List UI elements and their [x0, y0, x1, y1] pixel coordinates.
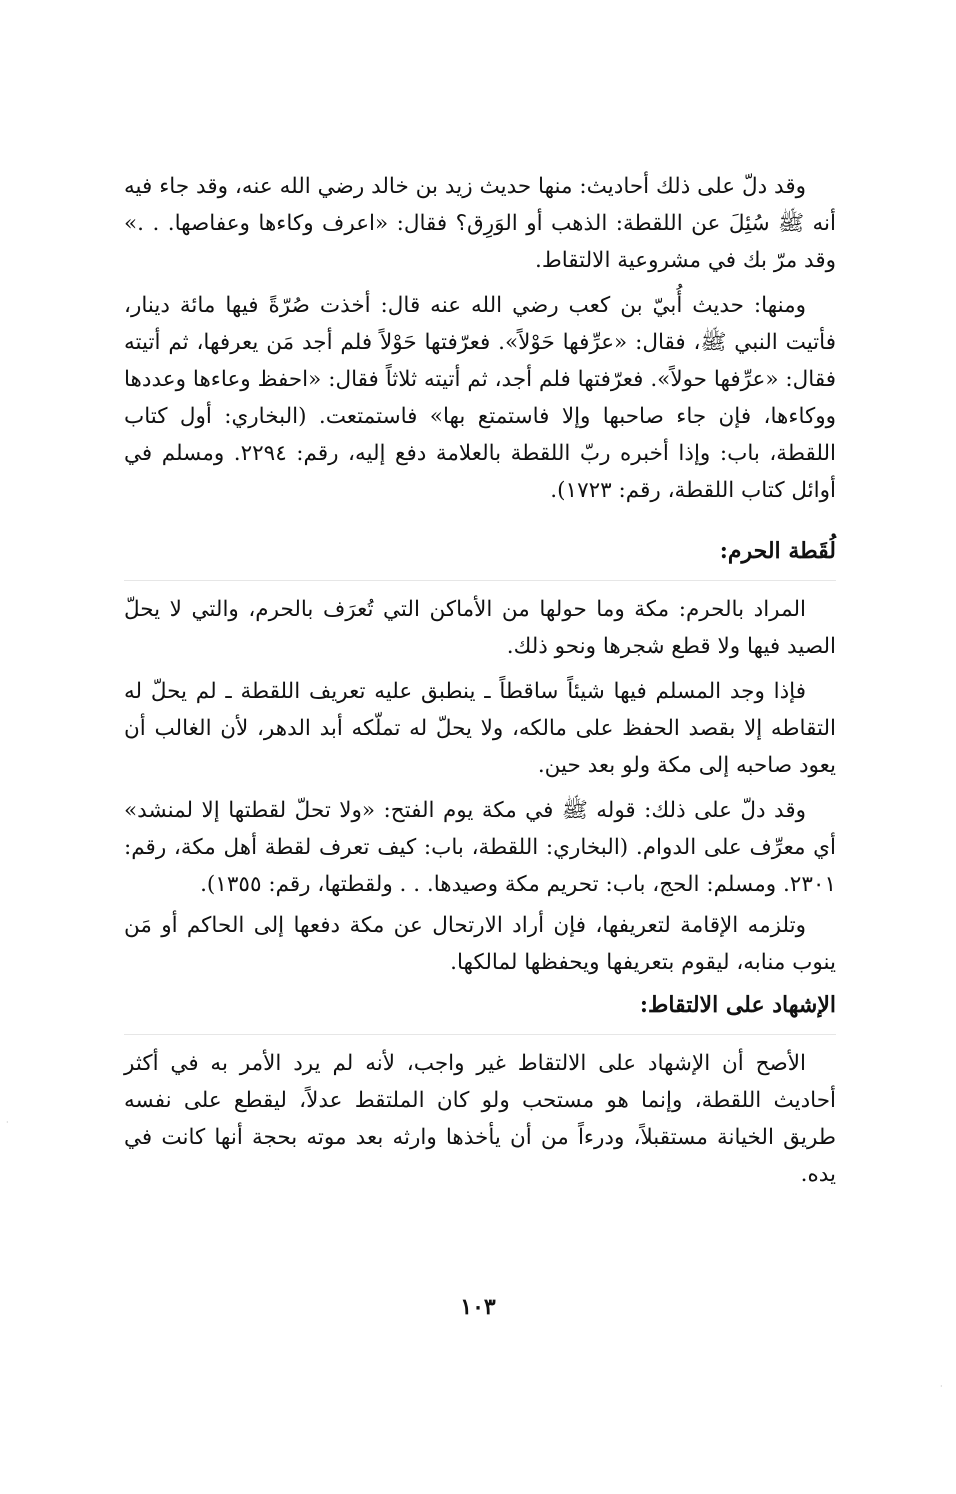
paragraph-haram-evidence: وقد دلّ على ذلك: قوله ﷺ في مكة يوم الفتح: «ولا تحلّ لقطتها إلا لمنشد» أي معرِّف على الدوام. (البخاري: اللقطة، باب: كيف تعرف لقطة أهل مكة، رقم: ٢٣٠١. ومسلم: الحج، باب: تحريم مكة وصيدها. . . ولقطتها، رقم: ١٣٥٥). [124, 798, 836, 897]
heading-witnessing: الإشهاد على الالتقاط: [639, 992, 836, 1018]
paragraph-haram-definition: المراد بالحرم: مكة وما حولها من الأماكن التي تُعرَف بالحرم، والتي لا يحلّ الصيد فيها ولا قطع شجرها ونحو ذلك. [124, 597, 836, 659]
paragraph-evidence-ubayy: ومنها: حديث أُبيّ بن كعب رضي الله عنه قال: أخذت صُرّةً فيها مائة دينار، فأتيت النبي ﷺ، فقال: «عرِّفها حَوْلاً». فعرّفتها حَوْلاً فلم أجد مَن يعرفها، ثم أتيته فقال: «عرِّفها حولاً». فعرّفتها فلم أجد، ثم أتيته ثلاثاً فقال: «احفظ وعاءها وعددها ووكاءها، فإن جاء صاحبها وإلا فاستمتع بها» فاستمتعت. (البخاري: أول كتاب اللقطة، باب: وإذا أخبره ربّ اللقطة بالعلامة دفع إليه، رقم: ٢٢٩٤. ومسلم في أوائل كتاب اللقطة، رقم: ١٧٢٣). [124, 293, 836, 503]
margin-mark: · [6, 1118, 9, 1127]
margin-mark: · [940, 1382, 943, 1391]
section-divider [124, 1034, 836, 1035]
paragraph-witnessing-ruling: الأصح أن الإشهاد على الالتقاط غير واجب، لأنه لم يرد الأمر به في أكثر أحاديث اللقطة، وإنما هو مستحب ولو كان الملتقط عدلاً، ليقطع على نفسه طريق الخيانة مستقبلاً، ودرءاً من أن يأخذها وارثه بعد موته بحجة أنها كانت في يده. [124, 1051, 836, 1187]
paragraph-haram-ruling: فإذا وجد المسلم فيها شيئاً ساقطاً ـ ينطبق عليه تعريف اللقطة ـ لم يحلّ له التقاطه إلا بقصد الحفظ على مالكه، ولا يحلّ له تملّكه أبد الدهر، لأن الغالب أن يعود صاحبه إلى مكة ولو بعد حين. [124, 679, 836, 778]
heading-haram-lost-property: لُقَطة الحرم: [719, 538, 836, 564]
paragraph-haram-residence: وتلزمه الإقامة لتعريفها، فإن أراد الارتحال عن مكة دفعها إلى الحاكم أو مَن ينوب منابه، ليقوم بتعريفها ويحفظها لمالكها. [124, 913, 836, 975]
page-body [124, 168, 836, 1201]
paragraph-evidence-zaid: وقد دلّ على ذلك أحاديث: منها حديث زيد بن خالد رضي الله عنه، وقد جاء فيه أنه ﷺ سُئِلَ عن اللقطة: الذهب أو الوَرِق؟ فقال: «اعرف وكاءها وعفاصها. . .» وقد مرّ بك في مشروعية الالتقاط. [124, 174, 836, 273]
page-number: ١٠٣ [460, 1294, 496, 1320]
section-divider [124, 580, 836, 581]
